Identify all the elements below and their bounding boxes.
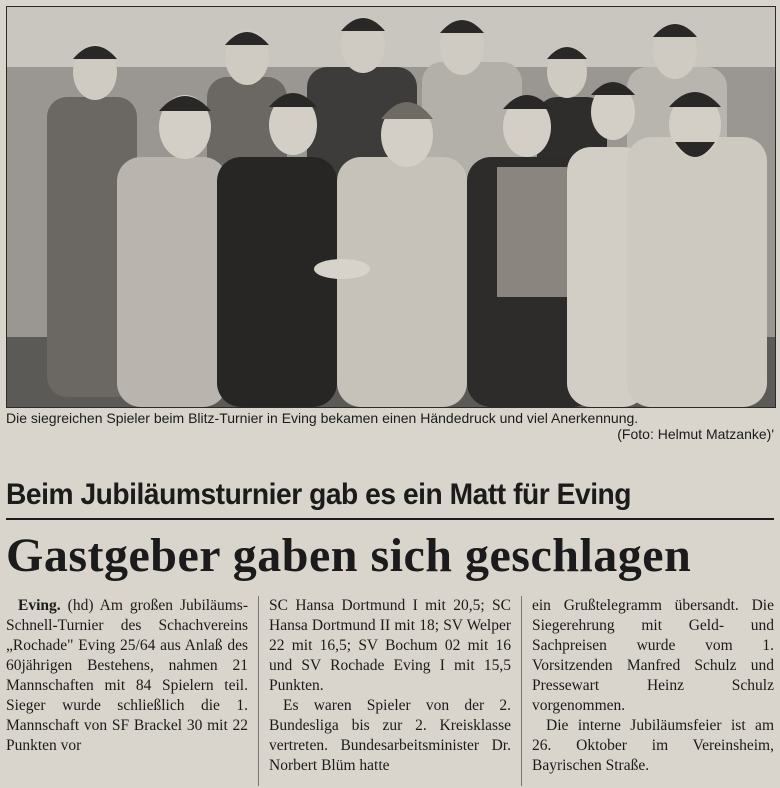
article-column-2: [269, 596, 511, 786]
caption-text: Die siegreichen Spieler beim Blitz-Turnier in Eving bekamen einen Händedruck und viel Anerkennung.: [6, 410, 639, 426]
photo-credit: (Foto: Helmut Matzanke)': [617, 426, 774, 442]
photo-caption: [6, 410, 774, 443]
article-column-1: [6, 596, 248, 786]
article-column-3: [532, 596, 774, 786]
paragraph-text: (hd) Am großen Jubiläums-Schnell-Turnier des Schachvereins „Rochade" Eving 25/64 aus Anlaß des 60jährigen Bestehens, nahmen 21 Mannschaften mit 84 Spielern teil. Sieger wurde schließlich die 1. Mannschaft von SF Brackel 30 mit 22 Punkten vor: [6, 597, 248, 754]
paragraph: Die interne Jubiläumsfeier ist am 26. Oktober im Vereinsheim, Bayrischen Straße.: [532, 717, 774, 774]
column-divider: [258, 596, 259, 786]
kicker-headline: Beim Jubiläumsturnier gab es ein Matt für Eving: [6, 478, 632, 511]
main-headline: Gastgeber gaben sich geschlagen: [6, 529, 692, 582]
paragraph: SC Hansa Dortmund I mit 20,5; SC Hansa Dortmund II mit 18; SV Welper 22 mit 16,5; SV Bochum 02 mit 16 und SV Rochade Eving I mit 15,5 Punkten.: [269, 597, 511, 694]
paragraph: ein Grußtelegramm übersandt. Die Siegerehrung mit Geld- und Sachpreisen wurde vom 1. Vorsitzenden Manfred Schulz und Pressewart Heinz Schulz vorgenommen.: [532, 597, 774, 714]
dateline: Eving.: [18, 597, 61, 614]
paragraph: Es waren Spieler von der 2. Bundesliga bis zur 2. Kreisklasse vertreten. Bundesarbeitsminister Dr. Norbert Blüm hatte: [269, 697, 511, 774]
group-photo: [6, 6, 776, 408]
headline-rule: [6, 518, 774, 520]
column-divider: [521, 596, 522, 786]
paragraph: [6, 596, 248, 756]
article-body: [6, 596, 774, 786]
